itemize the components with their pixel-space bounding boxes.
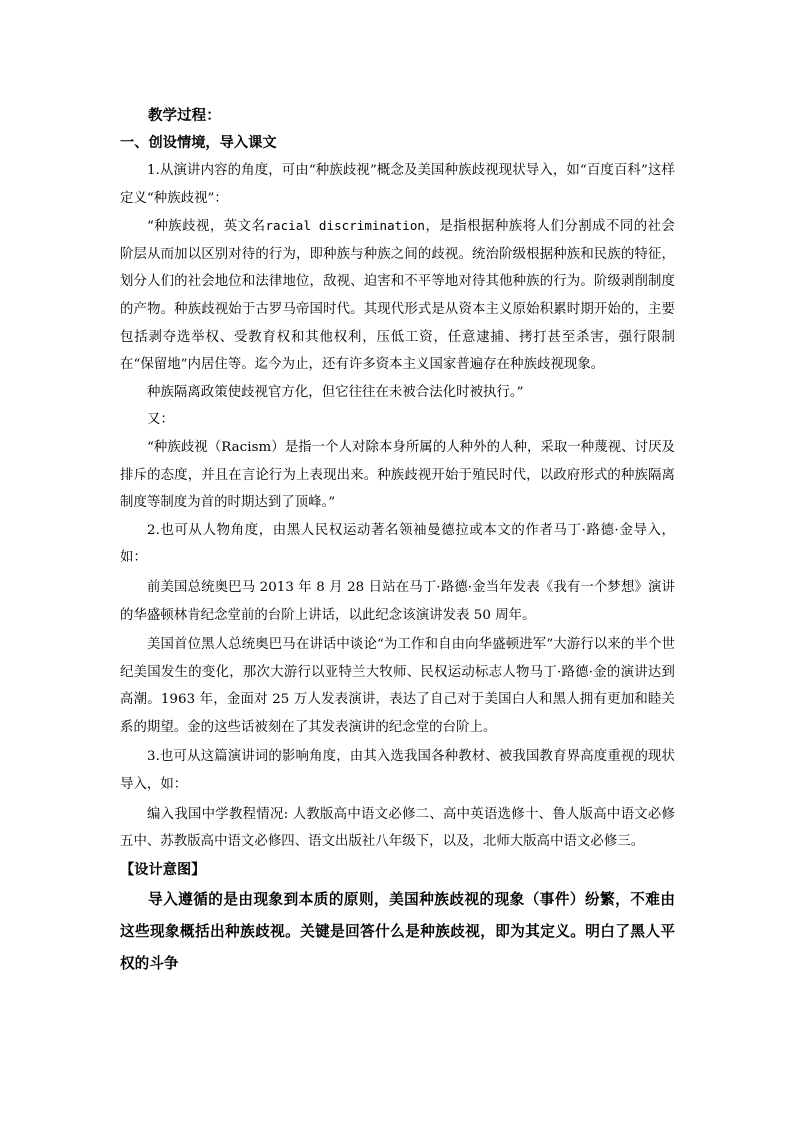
quote-definition-1 bbox=[120, 212, 675, 379]
paragraph-3: 3.也可从这篇演讲词的影响角度，由其入选我国各种教材、被我国教育界高度重视的现状导入，如： bbox=[120, 749, 675, 793]
design-intent-body: 导入遵循的是由现象到本质的原则，美国种族歧视的现象（事件）纷繁，不难由这些现象概括出种族歧视。关键是回答什么是种族歧视，即为其定义。明白了黑人平权的斗争 bbox=[120, 890, 675, 972]
quote-term: racial discrimination bbox=[265, 218, 425, 234]
paragraph-3a: 编入我国中学教程情况: 人教版高中语文必修二、高中英语选修十、鲁人版高中语文必修五中、苏教版高中语文必修四、语文出版社八年级下，以及，北师大版高中语文必修三。 bbox=[120, 806, 675, 850]
paragraph-2b: 美国首位黑人总统奥巴马在讲话中谈论“为工作和自由向华盛顿进军”大游行以来的半个世纪美国发生的变化，那次大游行以亚特兰大牧师、民权运动标志人物马丁·路德·金的演讲达到高潮。1963 年，金面对 25 万人发表演讲，表达了自己对于美国白人和黑人拥有更加和睦关系的期望。金的这些话被刻在了其发表演讲的纪念堂的台阶上。 bbox=[120, 637, 675, 735]
quote-definition-3: “种族歧视（Racism）是指一个人对除本身所属的人种外的人种，采取一种蔑视、讨厌及排斥的态度，并且在言论行为上表现出来。种族歧视开始于殖民时代，以政府形式的种族隔离制度等制度为首的时期达到了顶峰。” bbox=[120, 439, 675, 511]
quote-definition-2: 种族隔离政策使歧视官方化，但它往往在未被合法化时被执行。” bbox=[147, 384, 524, 400]
document-body bbox=[120, 102, 675, 980]
paragraph-2a: 前美国总统奥巴马 2013 年 8 月 28 日站在马丁·路德·金当年发表《我有一个梦想》演讲的华盛顿林肯纪念堂前的台阶上讲话，以此纪念该演讲发表 50 周年。 bbox=[120, 579, 675, 623]
design-intent-label: 【设计意图】 bbox=[120, 861, 206, 878]
quote-rest: ，是指根据种族将人们分割成不同的社会阶层从而加以区别对待的行为，即种族与种族之间的歧视。统治阶级根据种族和民族的特征，划分人们的社会地位和法律地位，敌视、迫害和不平等地对待其他种族的行为。阶级剥削制度的产物。种族歧视始于古罗马帝国时代。其现代形式是从资本主义原始积累时期开始的，主要包括剥夺选举权、受教育权和其他权利，压低工资，任意逮捕、拷打甚至杀害，强行限制在“保留地”内居住等。迄今为止，还有许多资本主义国家普遍存在种族歧视现象。 bbox=[120, 219, 675, 373]
section-heading: 一、创设情境，导入课文 bbox=[120, 135, 277, 151]
also-label: 又： bbox=[147, 412, 174, 428]
quote-open: “种族歧视，英文名 bbox=[147, 219, 266, 235]
paragraph-2: 2.也可从人物角度，由黑人民权运动著名领袖曼德拉或本文的作者马丁·路德·金导入，如： bbox=[120, 522, 675, 566]
page-title: 教学过程： bbox=[148, 107, 221, 124]
paragraph-1: 1.从演讲内容的角度，可由“种族歧视”概念及美国种族歧视现状导入，如“百度百科”这样定义“种族歧视”： bbox=[120, 163, 675, 206]
